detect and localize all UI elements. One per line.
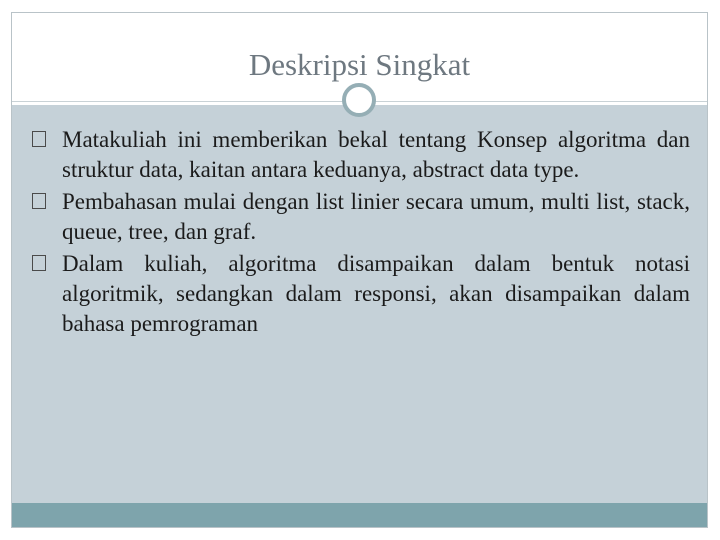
bullet-item [30,187,690,247]
slide-title: Deskripsi Singkat [248,47,471,82]
ring-ornament-icon [342,83,376,117]
bullet-item [30,125,690,185]
bullet-text: Dalam kuliah, algoritma disampaikan dalam bentuk notasi algoritmik, sedangkan dalam responsi, akan disampaikan dalam bahasa pemrograman [62,251,690,336]
bullet-text: Matakuliah ini memberikan bekal tentang Konsep algoritma dan struktur data, kaitan antara keduanya, abstract data type. [62,127,690,182]
bullet-list [30,125,690,341]
slide-frame [11,12,708,528]
bullet-box-icon [32,131,46,147]
footer-bar [12,503,707,527]
bullet-item [30,249,690,339]
bullet-text: Pembahasan mulai dengan list linier secara umum, multi list, stack, queue, tree, dan graf. [62,189,690,244]
bullet-box-icon [32,193,46,209]
bullet-box-icon [32,255,46,271]
